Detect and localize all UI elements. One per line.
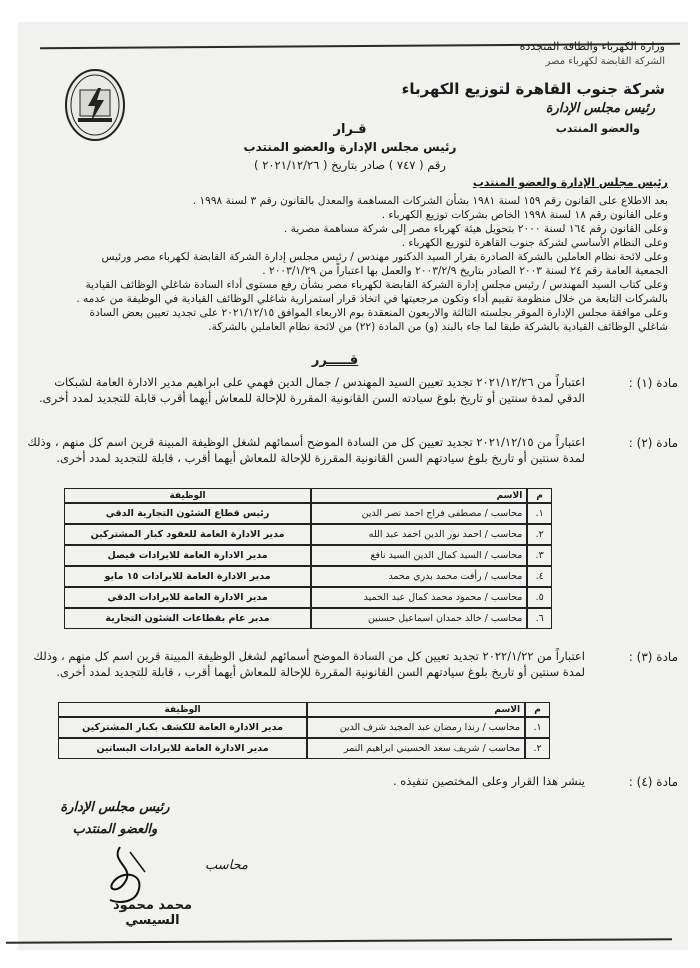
row-index: ١. [525,717,550,738]
table-row [64,587,552,608]
table-header-name: الاسم [307,702,525,717]
preamble-item: وعلى القانون رقم ١٦٤ لسنة ٢٠٠٠ بتحويل هيئة كهرباء مصر إلى شركة مساهمة مصرية . [283,223,668,235]
preamble-item: وعلى النظام الأساسي لشركة جنوب القاهرة لتوزيع الكهرباء . [401,237,668,249]
table-header-name: الاسم [311,488,527,503]
row-job: رئيس قطاع الشئون التجارية الدقي [64,503,311,524]
preamble-item: وعلى موافقة مجلس الإدارة الموقر بجلسته الثالثة والاربعون المنعقدة بوم الاربعاء الموافق ٢٠٢١/١٢/١٥ على تجديد تعيين بعض السادة شاغلي الوظائف القيادية بالشركة طبقا لما جاء بالبند (و) من المادة (٢٢) من لائحة نظام العاملين بالشركة. [89,307,668,333]
preamble-item: وعلى كتاب السيد المهندس / رئيس مجلس إدارة الشركة القابضة لكهرباء مصر بشأن رفع مستوى أداء السادة شاغلي الوظائف القيادية بالشركات التابعة من خلال منظومة تقييم أداء وتكون مرجعيتها في اتخاذ قرار استمرارية شاغلي الوظائف القيادية في الوظيفة من عدمه . [76,279,668,305]
article-1-label: مادة (١) : [628,376,678,390]
article-4-label: مادة (٤) : [628,775,678,789]
decision-subtitle: رئيس مجلس الإدارة والعضو المنتدب [243,140,457,154]
row-index: ٣. [527,545,552,566]
row-job: مدير الادارة العامة للعقود كبار المشتركين [64,524,311,545]
renewal-table-2 [58,702,550,759]
row-name: محاسب / محمود محمد كمال عبد الحميد [311,587,527,608]
row-job: مدير الادارة العامة للايرادات الدقي [64,587,311,608]
table-row [58,738,550,759]
row-job: مدير الادارة العامة للايرادات فيصل [64,545,311,566]
table-row [64,545,552,566]
preamble [68,194,668,334]
decision-number: رقم ( ٧٤٧ ) صادر بتاريخ ( ٢٠٢١/١٢/٢٦ ) [254,158,446,172]
table-header-index: م [525,702,550,717]
issuer-heading: رئيس مجلس الإدارة والعضو المنتدب [472,176,668,189]
preamble-item: بعد الاطلاع على القانون رقم ١٥٩ لسنة ١٩٨١ بشأن الشركات المساهمة والمعدل بالقانون رقم ٣ لسنة ١٩٩٨ . [192,195,668,207]
row-name: محاسب / شريف سعد الحسيني ابراهيم النمر [307,738,525,759]
row-job: مدير الادارة العامة للكشف بكبار المشتركين [58,717,307,738]
company-logo [64,68,126,142]
article-2-label: مادة (٢) : [628,436,678,450]
row-index: ١. [527,503,552,524]
row-index: ٤. [527,566,552,587]
row-name: محاسب / احمد نور الدين احمد عبد الله [311,524,527,545]
row-job: مدير الادارة العامة للايرادات ١٥ مايو [64,566,311,587]
handwritten-title: محاسب [205,858,248,873]
row-name: محاسب / خالد حمدان اسماعيل حسنين [311,608,527,629]
table-header-job: الوظيفة [58,702,307,717]
office-line-2: والعضو المنتدب [555,122,640,135]
row-index: ٢. [527,524,552,545]
article-1-text: اعتباراً من ٢٠٢١/١٢/٢٦ تجديد تعيين السيد المهندس / جمال الدين فهمي على ابراهيم مدير الادارة العامة لشبكات الدقي لمدة سنتين أو تاريخ بلوغ سيادته السن القانونية المقررة للإحالة للمعاش أيهما أقرب قابلة للتجديد لمدد أخرى. [39,375,585,405]
table-row [64,566,552,587]
row-name: محاسب / السيد كمال الدين السيد نافع [311,545,527,566]
signatory-name: محمد محمود السيسي [112,898,193,928]
holding-company-name: الشركة القابضة لكهرباء مصر [545,56,665,67]
table-row [58,717,550,738]
row-index: ٥. [527,587,552,608]
table-row [64,524,552,545]
table-row [64,608,552,629]
preamble-item: وعلى القانون رقم ١٨ لسنة ١٩٩٨ الخاص بشركات توزيع الكهرباء . [381,209,668,221]
row-name: محاسب / رندا رمضان عبد المجيد شرف الدين [307,717,525,738]
signature-title-1: رئيس مجلس الإدارة [60,800,170,815]
article-3-text: اعتباراً من ٢٠٢٢/١/٢٢ تجديد تعيين كل من السادة الموضح أسمائهم لشغل الوظيفة المبينة قرين اسم كل منهم ، وذلك لمدة سنتين أو تاريخ بلوغ سيادتهم السن القانونية المقررة للإحالة للمعاش أيهما أقرب ، قابلة للتجديد لمدد أخرى. [33,649,585,679]
row-index: ٦. [527,608,552,629]
preamble-item: وعلى لائحة نظام العاملين بالشركة الصادرة بقرار السيد الدكتور مهندس / رئيس مجلس إدارة الشركة القابضة لكهرباء مصر ورئيس الجمعية العامة رقم ٢٤ لسنة ٢٠٠٣ الصادر بتاريخ ٢٠٠٣/٢/٩ والعمل بها اعتباراً من ٢٠٠٣/١/٢٩ . [101,251,668,277]
row-index: ٢. [525,738,550,759]
decides-heading: قـــــرر [311,353,359,368]
renewal-table-1 [64,488,552,629]
row-job: مدير عام بقطاعات الشئون التجارية [64,608,311,629]
row-name: محاسب / رأفت محمد بدري محمد [311,566,527,587]
article-2-text: اعتباراً من ٢٠٢١/١٢/١٥ تجديد تعيين كل من السادة الموضح أسمائهم لشغل الوظيفة المبينة قرين اسم كل منهم ، وذلك لمدة سنتين أو تاريخ بلوغ سيادتهم السن القانونية المقررة للإحالة للمعاش أيهما أقرب ، قابلة للتجديد لمدد أخرى. [27,435,585,465]
row-name: محاسب / مصطفى فراج احمد نصر الدين [311,503,527,524]
table-header-index: م [527,488,552,503]
signature-title-2: والعضو المنتدب [72,822,158,837]
row-job: مدير الادارة العامة للايرادات البساتين [58,738,307,759]
article-4-text: ينشر هذا القرار وعلى المختصين تنفيذه . [392,774,585,788]
ministry-name: وزارة الكهرباء والطاقة المتجددة [519,40,665,53]
decision-title: قـرار [333,122,367,137]
article-3-label: مادة (٣) : [628,650,678,664]
company-name: شركة جنوب القاهرة لتوزيع الكهرباء [401,80,665,98]
table-row [64,503,552,524]
table-header-job: الوظيفة [64,488,311,503]
office-line-1: رئيس مجلس الإدارة [545,101,655,116]
